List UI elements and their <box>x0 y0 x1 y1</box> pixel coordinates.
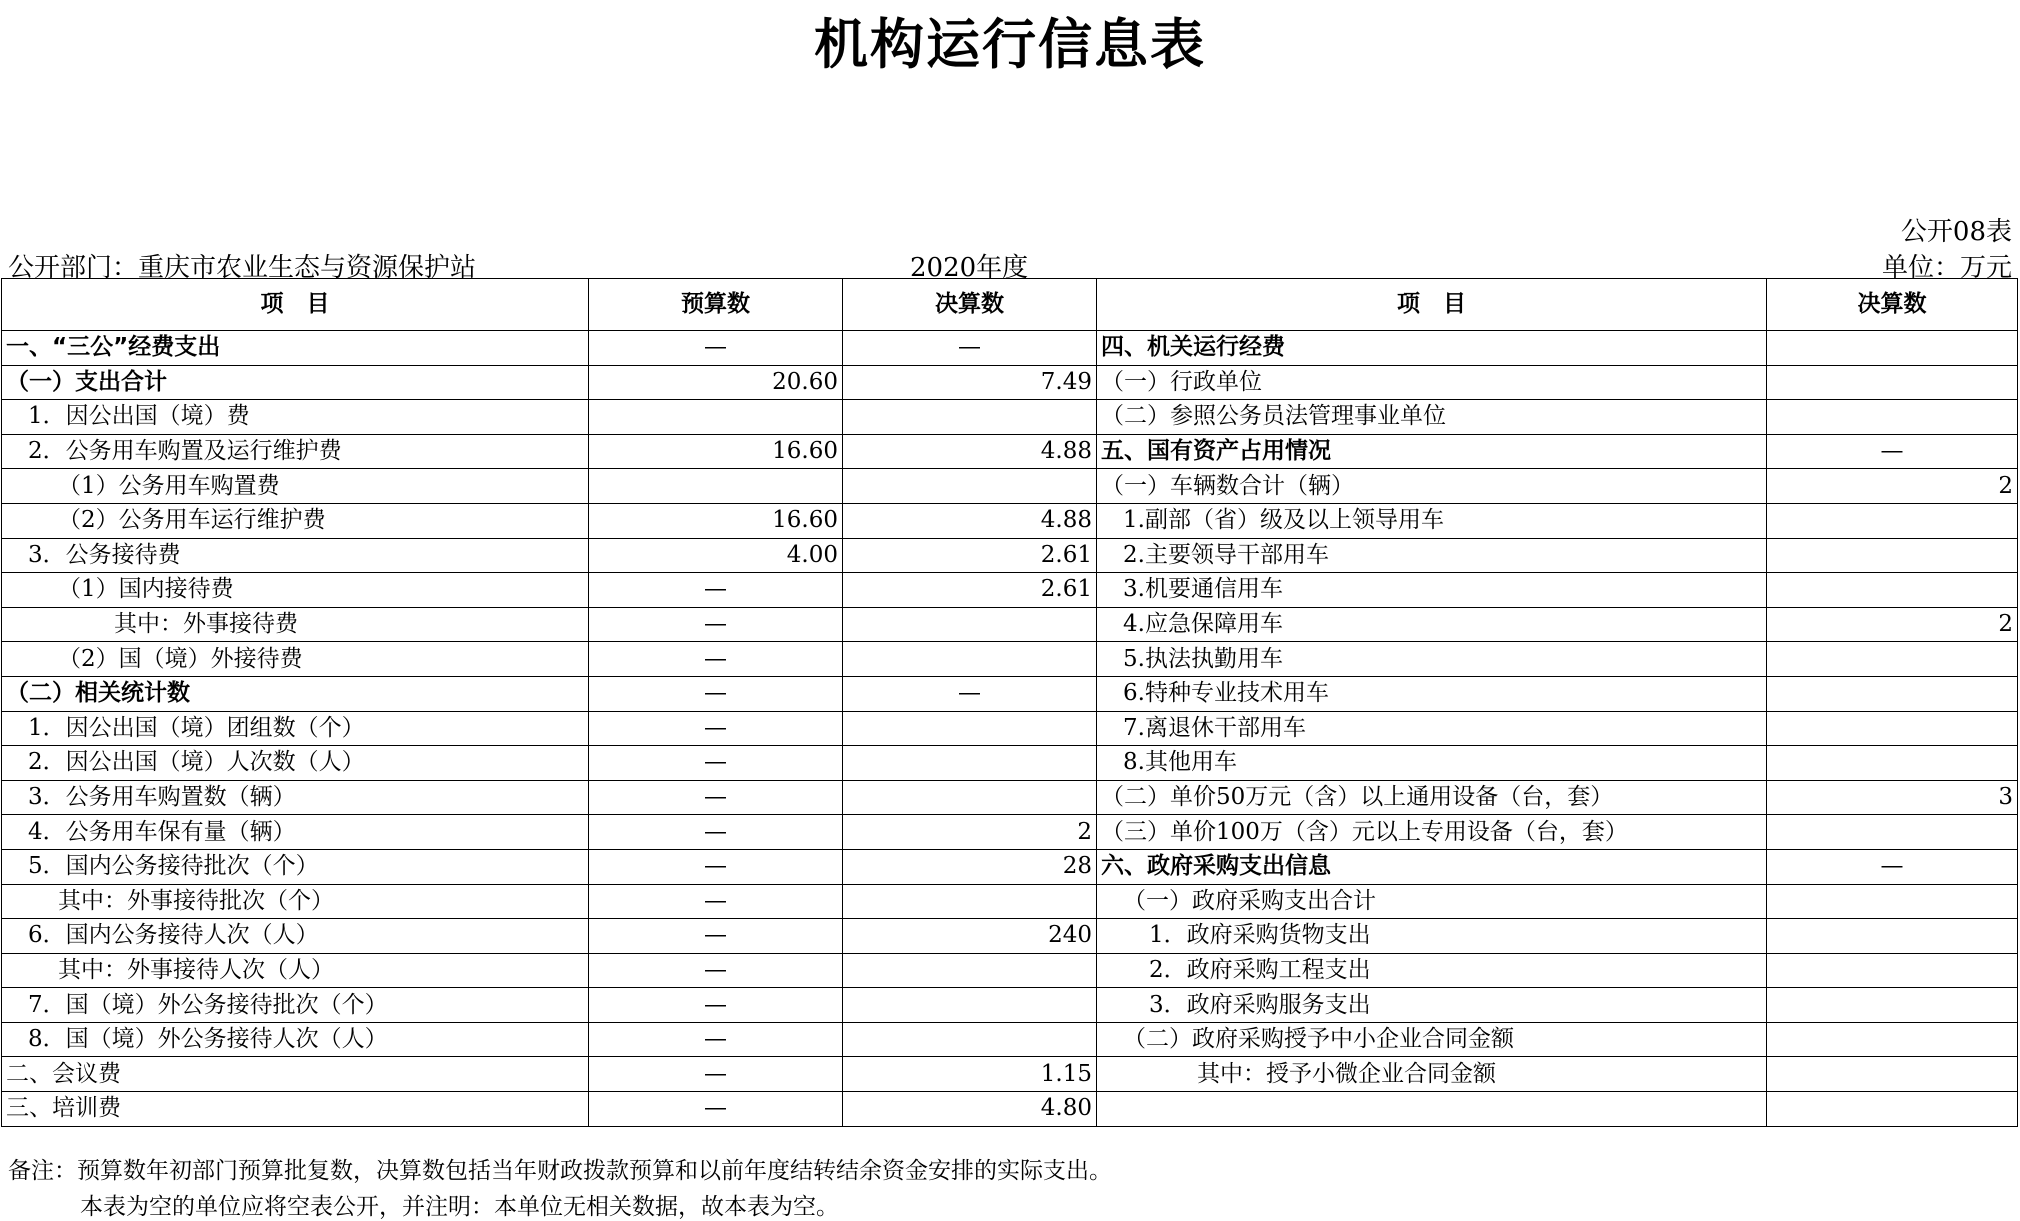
final-cell: 4.88 <box>843 503 1097 538</box>
table-row <box>2 1092 2018 1127</box>
final-cell <box>843 780 1097 815</box>
right-final-cell <box>1767 711 2018 746</box>
right-final-cell <box>1767 953 2018 988</box>
table-row <box>2 607 2018 642</box>
budget-cell: — <box>589 676 843 711</box>
table-row <box>2 400 2018 435</box>
left-item-cell: 7．国（境）外公务接待批次（个） <box>2 988 589 1023</box>
department-label: 公开部门：重庆市农业生态与资源保护站 <box>8 253 477 283</box>
final-cell <box>843 607 1097 642</box>
right-item-cell: 3.机要通信用车 <box>1097 573 1767 608</box>
right-final-cell: 2 <box>1767 469 2018 504</box>
left-item-cell: 1．因公出国（境）费 <box>2 400 589 435</box>
left-item-cell: 其中：外事接待费 <box>2 607 589 642</box>
budget-cell: 16.60 <box>589 434 843 469</box>
header-right-final: 决算数 <box>1767 279 2018 331</box>
table-row <box>2 849 2018 884</box>
right-final-cell <box>1767 1057 2018 1092</box>
budget-cell: — <box>589 331 843 366</box>
table-row <box>2 676 2018 711</box>
right-item-cell: （一）行政单位 <box>1097 365 1767 400</box>
table-row <box>2 988 2018 1023</box>
left-item-cell: 3．公务用车购置数（辆） <box>2 780 589 815</box>
right-final-cell <box>1767 573 2018 608</box>
table-number: 公开08表 <box>1900 217 2012 247</box>
right-final-cell <box>1767 331 2018 366</box>
budget-cell <box>589 469 843 504</box>
final-cell: 4.88 <box>843 434 1097 469</box>
budget-cell: 20.60 <box>589 365 843 400</box>
final-cell <box>843 746 1097 781</box>
table-row <box>2 573 2018 608</box>
table-row <box>2 434 2018 469</box>
left-item-cell: 2．公务用车购置及运行维护费 <box>2 434 589 469</box>
final-cell <box>843 400 1097 435</box>
right-item-cell: 其中：授予小微企业合同金额 <box>1097 1057 1767 1092</box>
header-right-item: 项 目 <box>1097 279 1767 331</box>
unit-label: 单位：万元 <box>1881 253 2012 283</box>
table-row <box>2 365 2018 400</box>
budget-cell: — <box>589 711 843 746</box>
final-cell <box>843 884 1097 919</box>
table-row <box>2 953 2018 988</box>
table-row <box>2 919 2018 954</box>
budget-cell: — <box>589 1057 843 1092</box>
left-item-cell: 6．国内公务接待人次（人） <box>2 919 589 954</box>
left-item-cell: （一）支出合计 <box>2 365 589 400</box>
budget-cell: — <box>589 815 843 850</box>
right-item-cell: 1.副部（省）级及以上领导用车 <box>1097 503 1767 538</box>
final-cell <box>843 711 1097 746</box>
left-item-cell: （1）公务用车购置费 <box>2 469 589 504</box>
budget-cell: — <box>589 780 843 815</box>
table-row <box>2 711 2018 746</box>
right-item-cell: （二）单价50万元（含）以上通用设备（台，套） <box>1097 780 1767 815</box>
left-item-cell: 2．因公出国（境）人次数（人） <box>2 746 589 781</box>
info-table <box>1 278 2018 1127</box>
left-item-cell: 3．公务接待费 <box>2 538 589 573</box>
final-cell <box>843 469 1097 504</box>
budget-cell <box>589 400 843 435</box>
right-item-cell: 7.离退休干部用车 <box>1097 711 1767 746</box>
table-row <box>2 746 2018 781</box>
final-cell: 2.61 <box>843 573 1097 608</box>
left-item-cell: 一、“三公”经费支出 <box>2 331 589 366</box>
right-final-cell <box>1767 919 2018 954</box>
left-item-cell: 1．因公出国（境）团组数（个） <box>2 711 589 746</box>
right-item-cell: 3．政府采购服务支出 <box>1097 988 1767 1023</box>
budget-cell: — <box>589 573 843 608</box>
right-final-cell <box>1767 676 2018 711</box>
right-final-cell <box>1767 815 2018 850</box>
budget-cell: 4.00 <box>589 538 843 573</box>
right-final-cell <box>1767 538 2018 573</box>
right-final-cell <box>1767 884 2018 919</box>
final-cell <box>843 642 1097 677</box>
table-row <box>2 1022 2018 1057</box>
right-item-cell: 五、国有资产占用情况 <box>1097 434 1767 469</box>
table-row <box>2 780 2018 815</box>
note-line-2: 本表为空的单位应将空表公开，并注明：本单位无相关数据，故本表为空。 <box>80 1194 839 1220</box>
table-row <box>2 331 2018 366</box>
budget-cell: 16.60 <box>589 503 843 538</box>
budget-cell: — <box>589 642 843 677</box>
table-row <box>2 503 2018 538</box>
table-row <box>2 469 2018 504</box>
left-item-cell: 三、培训费 <box>2 1092 589 1127</box>
left-item-cell: （2）公务用车运行维护费 <box>2 503 589 538</box>
final-cell: 2.61 <box>843 538 1097 573</box>
right-final-cell <box>1767 1092 2018 1127</box>
budget-cell: — <box>589 988 843 1023</box>
right-final-cell: — <box>1767 434 2018 469</box>
right-item-cell: （一）政府采购支出合计 <box>1097 884 1767 919</box>
right-item-cell: 六、政府采购支出信息 <box>1097 849 1767 884</box>
header-left-item: 项 目 <box>2 279 589 331</box>
final-cell: — <box>843 676 1097 711</box>
left-item-cell: （2）国（境）外接待费 <box>2 642 589 677</box>
final-cell: 4.80 <box>843 1092 1097 1127</box>
budget-cell: — <box>589 746 843 781</box>
budget-cell: — <box>589 884 843 919</box>
left-item-cell: 8．国（境）外公务接待人次（人） <box>2 1022 589 1057</box>
right-item-cell: （三）单价100万（含）元以上专用设备（台，套） <box>1097 815 1767 850</box>
header-final: 决算数 <box>843 279 1097 331</box>
left-item-cell: （二）相关统计数 <box>2 676 589 711</box>
right-item-cell <box>1097 1092 1767 1127</box>
left-item-cell: （1）国内接待费 <box>2 573 589 608</box>
final-cell: 1.15 <box>843 1057 1097 1092</box>
right-final-cell: 3 <box>1767 780 2018 815</box>
final-cell <box>843 988 1097 1023</box>
table-row <box>2 1057 2018 1092</box>
final-cell: 7.49 <box>843 365 1097 400</box>
table-header-row <box>2 279 2018 331</box>
right-final-cell <box>1767 400 2018 435</box>
budget-cell: — <box>589 849 843 884</box>
budget-cell: — <box>589 919 843 954</box>
table-row <box>2 642 2018 677</box>
right-final-cell <box>1767 1022 2018 1057</box>
right-final-cell <box>1767 746 2018 781</box>
right-item-cell: （二）参照公务员法管理事业单位 <box>1097 400 1767 435</box>
final-cell: — <box>843 331 1097 366</box>
left-item-cell: 其中：外事接待人次（人） <box>2 953 589 988</box>
left-item-cell: 4．公务用车保有量（辆） <box>2 815 589 850</box>
final-cell <box>843 1022 1097 1057</box>
budget-cell: — <box>589 953 843 988</box>
right-final-cell <box>1767 988 2018 1023</box>
fiscal-year: 2020年度 <box>910 253 1029 283</box>
right-item-cell: 8.其他用车 <box>1097 746 1767 781</box>
right-item-cell: 4.应急保障用车 <box>1097 607 1767 642</box>
table-body <box>2 331 2018 1127</box>
table-row <box>2 538 2018 573</box>
final-cell: 240 <box>843 919 1097 954</box>
right-final-cell: 2 <box>1767 607 2018 642</box>
final-cell: 28 <box>843 849 1097 884</box>
right-item-cell: （一）车辆数合计（辆） <box>1097 469 1767 504</box>
left-item-cell: 其中：外事接待批次（个） <box>2 884 589 919</box>
final-cell: 2 <box>843 815 1097 850</box>
left-item-cell: 二、会议费 <box>2 1057 589 1092</box>
budget-cell: — <box>589 1092 843 1127</box>
note-line-1: 备注：预算数年初部门预算批复数，决算数包括当年财政拨款预算和以前年度结转结余资金安排的实际支出。 <box>8 1158 1112 1184</box>
header-budget: 预算数 <box>589 279 843 331</box>
right-item-cell: 2.主要领导干部用车 <box>1097 538 1767 573</box>
page-title: 机构运行信息表 <box>814 13 1206 76</box>
right-item-cell: 四、机关运行经费 <box>1097 331 1767 366</box>
budget-cell: — <box>589 1022 843 1057</box>
table-row <box>2 884 2018 919</box>
right-item-cell: 5.执法执勤用车 <box>1097 642 1767 677</box>
right-final-cell <box>1767 365 2018 400</box>
right-final-cell: — <box>1767 849 2018 884</box>
budget-cell: — <box>589 607 843 642</box>
right-item-cell: （二）政府采购授予中小企业合同金额 <box>1097 1022 1767 1057</box>
table-row <box>2 815 2018 850</box>
right-item-cell: 1．政府采购货物支出 <box>1097 919 1767 954</box>
right-final-cell <box>1767 642 2018 677</box>
right-item-cell: 2．政府采购工程支出 <box>1097 953 1767 988</box>
right-final-cell <box>1767 503 2018 538</box>
final-cell <box>843 953 1097 988</box>
right-item-cell: 6.特种专业技术用车 <box>1097 676 1767 711</box>
left-item-cell: 5．国内公务接待批次（个） <box>2 849 589 884</box>
